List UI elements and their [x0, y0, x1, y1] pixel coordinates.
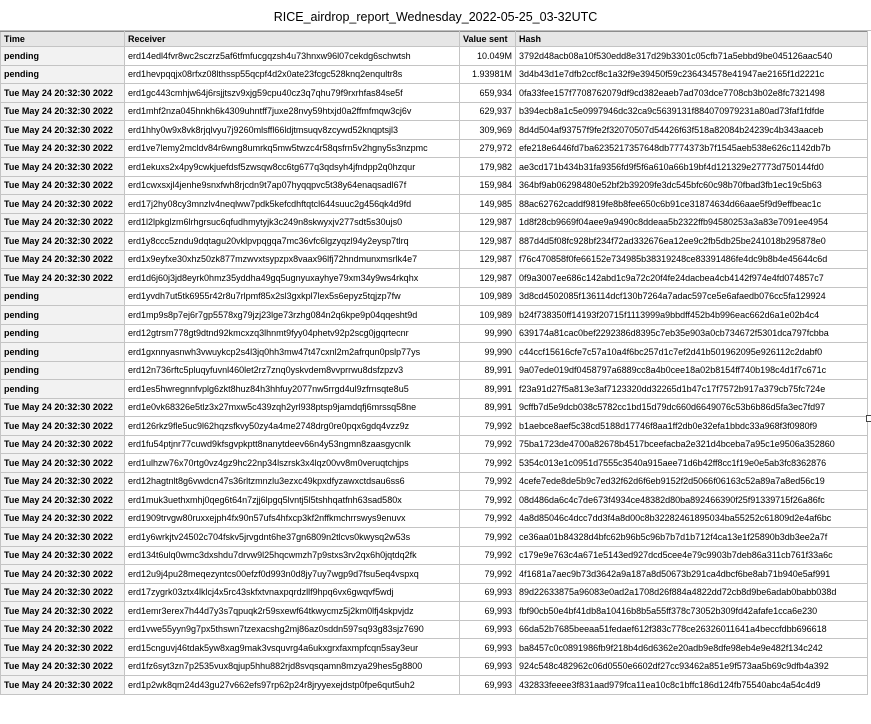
cell-hash: 1d8f28cb9669f04aee9a9490c8ddeaa5b2322ffb94580253a3a83e7091ee4954: [516, 213, 868, 232]
table-row: [1, 195, 868, 214]
cell-value-sent: 69,993: [460, 602, 516, 621]
table-row: [1, 657, 868, 676]
table-row: [1, 676, 868, 695]
cell-receiver: erd1y8ccc5zndu9dqtagu20vklpvpqgqa7mc36vfc6lgzyqzl94y2eysp7tlrq: [125, 232, 460, 251]
cell-time: Tue May 24 20:32:30 2022: [1, 583, 125, 602]
cell-hash: 924c548c482962c06d0550e6602df27cc93462a851e9f573aa5b69c9dfb4a392: [516, 657, 868, 676]
cell-time: pending: [1, 47, 125, 66]
cell-time: Tue May 24 20:32:30 2022: [1, 213, 125, 232]
cell-time: pending: [1, 287, 125, 306]
cell-time: Tue May 24 20:32:30 2022: [1, 398, 125, 417]
cell-receiver: erd12hagtnlt8g6vwdcn47s36rltzmnzlu3ezxc49kpxdfyzawxctdsau6ss6: [125, 472, 460, 491]
cell-receiver: erd12u9j4pu28meqezyntcs00efzf0d993n0d8jy7uy7wgp9d7fsu5eq4vspxq: [125, 565, 460, 584]
cell-receiver: erd1vwe55yyn9g7px5thswn7tzexacshg2mj86az0sddn597sq93g83sjz7690: [125, 620, 460, 639]
cell-value-sent: 99,990: [460, 324, 516, 343]
cell-value-sent: 79,992: [460, 509, 516, 528]
cell-value-sent: 129,987: [460, 250, 516, 269]
cell-hash: fbf90cb50e4bf41db8a10416b8b5a55ff378c73052b309fd42afafe1cca6e230: [516, 602, 868, 621]
table-row: [1, 269, 868, 288]
table-row: [1, 565, 868, 584]
table-row: [1, 417, 868, 436]
cell-time: pending: [1, 306, 125, 325]
cell-hash: f76c470858f0fe66152e734985b38319248ce83391486fe4dc9b8b4e45644c6d: [516, 250, 868, 269]
cell-receiver: erd1ulhzw76x70rtg0vz4gz9hc22np34lszrsk3x4lqz00vv8m0veruqtchjps: [125, 454, 460, 473]
cell-hash: c179e9e763c4a671e5143ed927dcd5cee4e79c9903b7deb86a311cb761f33a6c: [516, 546, 868, 565]
column-header-time: Time: [1, 32, 125, 47]
cell-time: Tue May 24 20:32:30 2022: [1, 269, 125, 288]
cell-time: Tue May 24 20:32:30 2022: [1, 195, 125, 214]
cell-receiver: erd1hhy0w9x8vk8rjqlvyu7j9260mlsffl66ldjtmsuqv8zcywd52knqptsjl3: [125, 121, 460, 140]
cell-time: Tue May 24 20:32:30 2022: [1, 102, 125, 121]
cell-time: pending: [1, 65, 125, 84]
cell-hash: 4a8d85046c4dcc7dd3f4a8d00c8b32282461895034ba55252c61809d2e4af6bc: [516, 509, 868, 528]
cell-hash: c44ccf15616cfe7c57a10a4f6bc257d1c7ef2d41b501962095e926112c2dabf0: [516, 343, 868, 362]
cell-receiver: erd14edl4fvr8wc2sczrz5af6tfmfucgqzsh4u73hnxw96l07cekdg6schwtsh: [125, 47, 460, 66]
cell-receiver: erd126rkz9fle5uc9l62hqzsfkvy50zy4a4me2748drg0re0pqx6gdq4vzz9z: [125, 417, 460, 436]
table-row: [1, 324, 868, 343]
cell-value-sent: 89,991: [460, 361, 516, 380]
cell-hash: f23a91d27f5a813e3af7123320dd32265d1b47c17f7572b917a379cb75fc724e: [516, 380, 868, 399]
table-row: [1, 602, 868, 621]
cell-hash: 89d22633875a96083e0ad2a1708d26f884a4822dd72cb8d9be6adab0babb038d: [516, 583, 868, 602]
cell-value-sent: 69,993: [460, 639, 516, 658]
table-row: [1, 306, 868, 325]
cell-value-sent: 79,992: [460, 454, 516, 473]
cell-value-sent: 629,937: [460, 102, 516, 121]
table-row: [1, 454, 868, 473]
cell-hash: b24f738350ff14193f20715f1113999a9bbdff452b4b996eac662d6a1e02b4c4: [516, 306, 868, 325]
cell-value-sent: 129,987: [460, 269, 516, 288]
airdrop-table: [0, 31, 868, 695]
cell-time: Tue May 24 20:32:30 2022: [1, 491, 125, 510]
cell-receiver: erd12gtrsm778gt9dtnd92kmcxzq3lhnmt9fyy04phetv92p2scg0jgqrtecnr: [125, 324, 460, 343]
cell-time: Tue May 24 20:32:30 2022: [1, 639, 125, 658]
cell-value-sent: 79,992: [460, 472, 516, 491]
cell-value-sent: 109,989: [460, 287, 516, 306]
cell-time: Tue May 24 20:32:30 2022: [1, 84, 125, 103]
column-header-hash: Hash: [516, 32, 868, 47]
cell-time: Tue May 24 20:32:30 2022: [1, 139, 125, 158]
cell-time: Tue May 24 20:32:30 2022: [1, 472, 125, 491]
cell-value-sent: 129,987: [460, 213, 516, 232]
cell-receiver: erd17zygrk03ztx4lklcj4x5rc43skfxtvnaxpqrdzllf9hpq6vx6gwqvf5wdj: [125, 583, 460, 602]
cell-value-sent: 129,987: [460, 232, 516, 251]
table-row: [1, 84, 868, 103]
cell-hash: 364bf9ab06298480e52bf2b39209fe3dc545bfc60c98b70fbad3fb1ec19c5b63: [516, 176, 868, 195]
cell-hash: ba8457c0c0891986fb9f218b4d6d6362e20adb9e8dfe98eb4e9e482f134c242: [516, 639, 868, 658]
cell-value-sent: 69,993: [460, 583, 516, 602]
cell-value-sent: 159,984: [460, 176, 516, 195]
cell-receiver: erd1yvdh7ut5tk6955r42r8u7rlpmf85x2sl3gxkpl7lex5s6epyz5tqjzp7fw: [125, 287, 460, 306]
table-row: [1, 47, 868, 66]
cell-hash: 75ba1723de4700a82678b4517bceefacba2e321d4bceba7a95c1e9506a352860: [516, 435, 868, 454]
cell-receiver: erd1x9eyfxe30xhz50zk877mzwvxtsypzpx8vaax96lfj72hndmunxmsrlk4e7: [125, 250, 460, 269]
cell-time: pending: [1, 343, 125, 362]
column-header-value-sent: Value sent: [460, 32, 516, 47]
table-row: [1, 176, 868, 195]
cell-value-sent: 79,992: [460, 565, 516, 584]
cell-receiver: erd1fu54ptjnr77cuwd9kfsgvpkptt8nanytdeev66n4y53ngmn8zaasgycnlk: [125, 435, 460, 454]
cell-receiver: erd1emr3erex7h44d7y3s7qpuqk2r59sxewf64tkwycmz5j2km0lfj4skpvjdz: [125, 602, 460, 621]
cell-time: Tue May 24 20:32:30 2022: [1, 546, 125, 565]
cell-value-sent: 309,969: [460, 121, 516, 140]
cell-value-sent: 79,992: [460, 528, 516, 547]
cell-value-sent: 149,985: [460, 195, 516, 214]
cell-value-sent: 79,992: [460, 417, 516, 436]
cell-time: Tue May 24 20:32:30 2022: [1, 509, 125, 528]
cell-value-sent: 69,993: [460, 657, 516, 676]
cell-receiver: erd1e0vk68326e5tlz3x27mxw5c439zqh2yrl938ptsp9jamdqfj6mrssq58ne: [125, 398, 460, 417]
cell-receiver: erd1ve7lemy2mcldv84r6wng8umrkq5mw5twzc4r58qsfrn5v2hgny5s3nzpmc: [125, 139, 460, 158]
cell-time: Tue May 24 20:32:30 2022: [1, 657, 125, 676]
table-row: [1, 102, 868, 121]
cell-value-sent: 79,992: [460, 546, 516, 565]
cell-value-sent: 89,991: [460, 398, 516, 417]
cell-receiver: erd1mhf2nza045hnkh6k4309uhntff7juxe28nvy59htxjd0a2ffmfmqw3cj6v: [125, 102, 460, 121]
cell-value-sent: 1.93981M: [460, 65, 516, 84]
cell-time: Tue May 24 20:32:30 2022: [1, 176, 125, 195]
cell-value-sent: 79,992: [460, 491, 516, 510]
table-row: [1, 361, 868, 380]
table-row: [1, 398, 868, 417]
cell-resize-handle[interactable]: [866, 415, 871, 422]
cell-receiver: erd134t6ulq0wmc3dxshdu7drvw9l25hqcwmzh7p9stxs3rv2qx6h0jqtdq2fk: [125, 546, 460, 565]
table-row: [1, 287, 868, 306]
cell-value-sent: 279,972: [460, 139, 516, 158]
cell-hash: 4f1681a7aec9b73d3642a9a187a8d50673b291ca4dbcf6be8ab71b940e5af991: [516, 565, 868, 584]
table-row: [1, 380, 868, 399]
cell-receiver: erd1gxnnyasnwh3vwuykcp2s4l3jq0hh3mw47t47cxnl2m2afrqun0pslp77ys: [125, 343, 460, 362]
cell-value-sent: 79,992: [460, 435, 516, 454]
cell-hash: 887d4d5f08fc928bf234f72ad332676ea12ee9c2fb5db25be241018b295878e0: [516, 232, 868, 251]
table-row: [1, 509, 868, 528]
header-row: [1, 32, 868, 47]
cell-receiver: erd1mp9s8p7ej6r7gp5578xg79jzj23lge73rzhg084n2q6kpe9p04qqesht9d: [125, 306, 460, 325]
cell-time: Tue May 24 20:32:30 2022: [1, 232, 125, 251]
cell-hash: b394ecb8a1c5e0997946dc32ca9c5639131f884070979231a80ad73faf1fdfde: [516, 102, 868, 121]
table-row: [1, 620, 868, 639]
cell-hash: 08d486da6c4c7de673f4934ce48382d80ba892466390f25f91339715f26a86fc: [516, 491, 868, 510]
cell-hash: 0f9a3007ee686c142abd1c9a72c20f4fe24dacbea4cb4142f974e4fd074857c7: [516, 269, 868, 288]
table-row: [1, 639, 868, 658]
cell-hash: 3d4b43d1e7dfb2ccf8c1a32f9e39450f59c236434578e41947ae2165f1d2221c: [516, 65, 868, 84]
table-row: [1, 546, 868, 565]
cell-hash: 3792d48acb08a10f530edd8e317d29b3301c05cfb71a5ebbd9be045126aac540: [516, 47, 868, 66]
cell-hash: 0fa33fee157f7708762079df9cd382eaeb7ad703dce7708cb3b02e8fc7321498: [516, 84, 868, 103]
cell-receiver: erd1d6j60j3jd8eyrk0hmz35yddha49gq5ugnyuxayhye79xm34y9ws4rkqhx: [125, 269, 460, 288]
cell-hash: b1aebce8aef5c38cd5188d17746f8aa1ff2db0e32efa1bbdc33a968f3f0980f9: [516, 417, 868, 436]
cell-time: Tue May 24 20:32:30 2022: [1, 417, 125, 436]
table-row: [1, 472, 868, 491]
cell-receiver: erd1p2wk8qm24d43gu27v662efs97rp62p24r8jryyexejdstp0fpe6qut5uh2: [125, 676, 460, 695]
cell-value-sent: 89,991: [460, 380, 516, 399]
cell-hash: 8d4d504af93757f9fe2f32070507d54426f63f518a82084b24239c4b343aaceb: [516, 121, 868, 140]
cell-receiver: erd1ekuxs2x4py9cwkjuefdsf5zwsqw8cc6tg677q3qdsyh4jfndpp2q0hzqur: [125, 158, 460, 177]
table-row: [1, 65, 868, 84]
cell-time: pending: [1, 324, 125, 343]
cell-hash: 639174a81cac0bef2292386d8395c7eb35e903a0cb734672f5301dca797fcbba: [516, 324, 868, 343]
cell-hash: 9a07ede019df0458797a6889cc8a4b0cee18a02b8154ff740b198c4d1f7c671c: [516, 361, 868, 380]
cell-value-sent: 69,993: [460, 620, 516, 639]
table-row: [1, 491, 868, 510]
table-row: [1, 435, 868, 454]
cell-time: Tue May 24 20:32:30 2022: [1, 435, 125, 454]
cell-time: Tue May 24 20:32:30 2022: [1, 121, 125, 140]
cell-receiver: erd12n736rftc5pluqyfuvnl460let2rz7znq0yskvdem8vvprrwu8dsfzpzv3: [125, 361, 460, 380]
cell-hash: efe218e6446fd7ba6235217357648db7774373b7f1545aeb538e626c1142db7b: [516, 139, 868, 158]
table-row: [1, 250, 868, 269]
cell-receiver: erd1hevpqqjx08rfxz08lthssp55qcpf4d2x0ate23fcgc528knq2enqultr8s: [125, 65, 460, 84]
cell-receiver: erd1909trvgw80ruxxejph4fx90n57ufs4hfxcp3kf2nffkmchrrswys9enuvx: [125, 509, 460, 528]
cell-hash: ae3cd171b434b31fa9356fd9f5f6a610a66b19bf4d121329e27773d750144fd0: [516, 158, 868, 177]
cell-receiver: erd1y6wrkjtv24502c704fskv5jrvgdnt6he37gn6809n2tlcvs0kwysq2w53s: [125, 528, 460, 547]
cell-value-sent: 99,990: [460, 343, 516, 362]
cell-hash: 4cefe7ede8de5b9c7ed32f62d6f6eb9152f2d5066f06163c52a89a7a8ed56c19: [516, 472, 868, 491]
cell-value-sent: 69,993: [460, 676, 516, 695]
table-row: [1, 213, 868, 232]
cell-value-sent: 179,982: [460, 158, 516, 177]
cell-hash: 5354c013e1c0951d7555c3540a915aee71d6b42ff8cc1f19e0e5ab3fc8362876: [516, 454, 868, 473]
cell-hash: 3d8cd4502085f136114dcf130b7264a7adac597ce5e6afaedb076cc5fa129924: [516, 287, 868, 306]
cell-hash: ce36aa01b84328d4bfc62b96b5c96b7b7d1b712f4ca13e1f25890b3db3ee2a7f: [516, 528, 868, 547]
cell-receiver: erd1gc443cmhjw64j6rsjjtszv9xjg59cpu40cz3q7qhu79f9rxrhfas84se5f: [125, 84, 460, 103]
cell-time: Tue May 24 20:32:30 2022: [1, 565, 125, 584]
cell-time: Tue May 24 20:32:30 2022: [1, 528, 125, 547]
cell-time: pending: [1, 361, 125, 380]
cell-time: pending: [1, 380, 125, 399]
table-row: [1, 158, 868, 177]
table-row: [1, 121, 868, 140]
table-row: [1, 139, 868, 158]
column-header-receiver: Receiver: [125, 32, 460, 47]
cell-receiver: erd1es5hwregnnfvplg6zkt8huz84h3hhfuy2077nw5rrgd4ul9zfrnsqte8u5: [125, 380, 460, 399]
cell-time: Tue May 24 20:32:30 2022: [1, 454, 125, 473]
cell-receiver: erd1fz6syt3zn7p2535vux8qjup5hhu882rjd8svqsqamn8mzya29hes5g8800: [125, 657, 460, 676]
cell-hash: 432833feeee3f831aad979fca11ea10c8c1bffc186d124fb75540abc4a54c4d9: [516, 676, 868, 695]
cell-receiver: erd1l2lpkglzm6lrhgrsuc6qfudhmytyjk3c249n8skwyxjv277sdt5s30ujs0: [125, 213, 460, 232]
cell-time: Tue May 24 20:32:30 2022: [1, 158, 125, 177]
table-row: [1, 343, 868, 362]
cell-value-sent: 10.049M: [460, 47, 516, 66]
cell-time: Tue May 24 20:32:30 2022: [1, 602, 125, 621]
cell-hash: 66da52b7685beeaa51fedaef612f383c778ce26326011641a4beccfdbb696618: [516, 620, 868, 639]
cell-hash: 88ac62762caddf9819fe8b8fee650c6b91ce31874634d66aae5f9d9effbeac1c: [516, 195, 868, 214]
cell-time: Tue May 24 20:32:30 2022: [1, 250, 125, 269]
cell-time: Tue May 24 20:32:30 2022: [1, 676, 125, 695]
cell-value-sent: 659,934: [460, 84, 516, 103]
cell-receiver: erd1cwxsxjl4jenhe9snxfwh8rjcdn9t7ap07hyqqpvc5t38y64enaqsadl67f: [125, 176, 460, 195]
report-title: RICE_airdrop_report_Wednesday_2022-05-25_03-32UTC: [0, 0, 871, 31]
cell-receiver: erd1muk3uethxmhj0qeg6t64n7zjj6lpgq5lvntj5l5tshhqatfnh63sad580x: [125, 491, 460, 510]
cell-hash: 9cffb7d5e9dcb038c5782cc1bd15d79dc660d6649076c53b6b86d5fa3ec7fd97: [516, 398, 868, 417]
cell-receiver: erd15cnguvj46tdak5yw8xag9mak3vsquvrg4a6ukxgrxfaxmpfcqn5say3eur: [125, 639, 460, 658]
table-body: [1, 47, 868, 695]
cell-receiver: erd17j2hy08cy3mnzlv4neqlww7pdk5kefcdhftqtcl644suuc2g456qk4d9fd: [125, 195, 460, 214]
cell-value-sent: 109,989: [460, 306, 516, 325]
table-row: [1, 528, 868, 547]
table-row: [1, 583, 868, 602]
cell-time: Tue May 24 20:32:30 2022: [1, 620, 125, 639]
table-row: [1, 232, 868, 251]
